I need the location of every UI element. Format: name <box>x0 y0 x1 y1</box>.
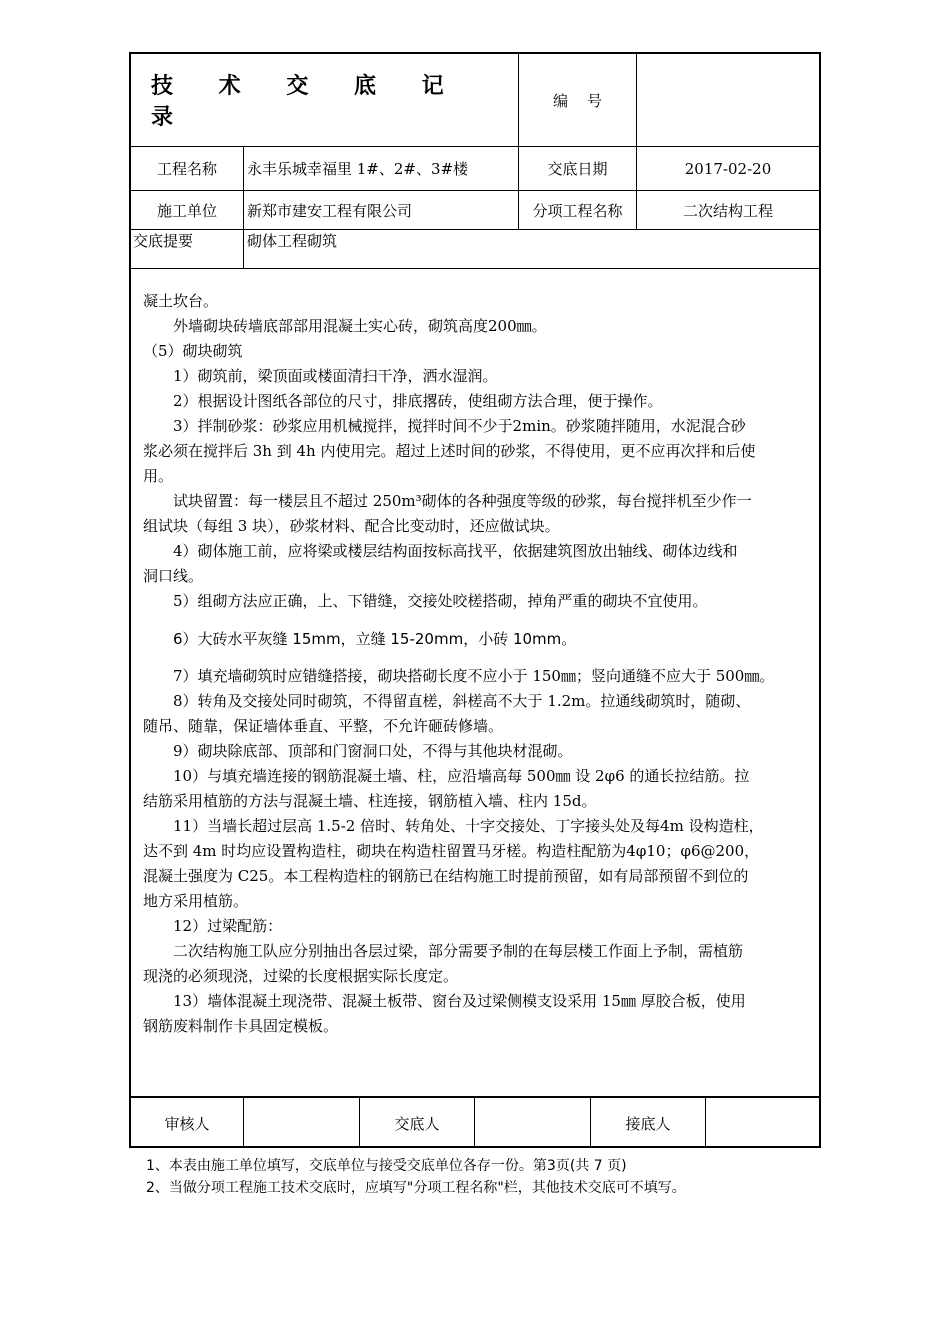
content-line: 洞口线。 <box>143 567 204 585</box>
content-line: 试块留置：每一楼层且不超过 250m³砌体的各种强度等级的砂浆，每台搅拌机至少作一 <box>173 492 752 510</box>
content-line: 随吊、随靠，保证墙体垂直、平整，不允许砸砖修墙。 <box>143 717 504 735</box>
project-name-value[interactable]: 永丰乐城幸福里 1#、2#、3#楼 <box>247 160 469 178</box>
content-line: 结筋采用植筋的方法与混凝土墙、柱连接，钢筋植入墙、柱内 15d。 <box>143 792 597 810</box>
content-line: 6）大砖水平灰缝 15mm，立缝 15-20mm，小砖 10mm。 <box>173 630 577 648</box>
content-line: 浆必须在搅拌后 3h 到 4h 内使用完。超过上述时间的砂浆，不得使用，更不应再次拌和后使 <box>143 442 756 460</box>
content-line: 4）砌体施工前，应将梁或楼层结构面按标高找平，依据建筑图放出轴线、砌体边线和 <box>173 542 738 560</box>
summary-label: 交底提要 <box>133 232 194 250</box>
content-line: 凝土坎台。 <box>143 292 219 310</box>
reviewer-field[interactable] <box>244 1098 359 1148</box>
date-value[interactable]: 2017-02-20 <box>684 159 772 178</box>
content-line: 用。 <box>143 467 174 485</box>
content-line: （5）砌块砌筑 <box>143 342 243 360</box>
unit-label: 施工单位 <box>156 201 217 220</box>
content-line: 2）根据设计图纸各部位的尺寸，排底撂砖，使组砌方法合理，便于操作。 <box>173 392 663 410</box>
content-line: 12）过梁配筋： <box>173 917 283 935</box>
content-line: 9）砌块除底部、顶部和门窗洞口处，不得与其他块材混砌。 <box>173 742 573 760</box>
number-label: 编 号 <box>552 91 603 110</box>
content-line: 11）当墙长超过层高 1.5-2 倍时、转角处、十字交接处、丁字接头处及每4m 设构造柱， <box>173 817 764 835</box>
number-field[interactable] <box>637 54 819 146</box>
content-line: 1）砌筑前，梁顶面或楼面清扫干净，洒水湿润。 <box>173 367 498 385</box>
content-line: 13）墙体混凝土现浇带、混凝土板带、窗台及过梁侧模支设采用 15㎜ 厚胶合板，使用 <box>173 992 746 1010</box>
divider <box>129 268 821 269</box>
content-line: 7）填充墙砌筑时应错缝搭接，砌块搭砌长度不应小于 150㎜；竖向通缝不应大于 500㎜。 <box>173 667 775 685</box>
receiver-label: 接底人 <box>625 1114 671 1133</box>
footnote: 1、本表由施工单位填写，交底单位与接受交底单位各存一份。第3页(共 7 页) <box>146 1158 627 1174</box>
content-line: 二次结构施工队应分别抽出各层过梁，部分需要予制的在每层楼工作面上予制，需植筋 <box>173 942 744 960</box>
divider <box>243 146 244 268</box>
content-line: 地方采用植筋。 <box>143 892 249 910</box>
discloser-field[interactable] <box>475 1098 590 1148</box>
content-line: 10）与填充墙连接的钢筋混凝土墙、柱，应沿墙高每 500㎜ 设 2φ6 的通长拉结筋。拉 <box>173 767 750 785</box>
discloser-label: 交底人 <box>394 1114 440 1133</box>
sub-project-label: 分项工程名称 <box>532 201 623 220</box>
content-line: 混凝土强度为 C25。本工程构造柱的钢筋已在结构施工时提前预留，如有局部预留不到位的 <box>143 867 749 885</box>
summary-value[interactable]: 砌体工程砌筑 <box>247 232 338 250</box>
content-line: 5）组砌方法应正确，上、下错缝，交接处咬槎搭砌，掉角严重的砌块不宜使用。 <box>173 592 708 610</box>
content-line: 钢筋废料制作卡具固定模板。 <box>143 1017 339 1035</box>
content-line: 组试块（每组 3 块），砂浆材料、配合比变动时，还应做试块。 <box>143 517 560 535</box>
receiver-field[interactable] <box>706 1098 819 1148</box>
content-line: 8）转角及交接处同时砌筑，不得留直槎，斜槎高不大于 1.2m。拉通线砌筑时，随砌、 <box>173 692 751 710</box>
footnote: 2、当做分项工程施工技术交底时，应填写"分项工程名称"栏，其他技术交底可不填写。 <box>146 1180 686 1196</box>
date-label: 交底日期 <box>547 160 608 178</box>
content-line: 外墙砌块砖墙底部部用混凝土实心砖，砌筑高度200㎜。 <box>173 317 547 335</box>
content-line: 3）拌制砂浆：砂浆应用机械搅拌，搅拌时间不少于2min。砂浆随拌随用，水泥混合砂 <box>173 417 746 435</box>
unit-value[interactable]: 新郑市建安工程有限公司 <box>247 201 413 220</box>
content-line: 达不到 4m 时均应设置构造柱，砌块在构造柱留置马牙槎。构造柱配筋为4φ10；φ6@200， <box>143 842 760 860</box>
sub-project-value[interactable]: 二次结构工程 <box>682 201 773 220</box>
project-name-label: 工程名称 <box>156 160 217 178</box>
form-title: 技 术 交 底 记 录 <box>151 74 463 130</box>
reviewer-label: 审核人 <box>164 1114 210 1133</box>
content-line: 现浇的必须现浇，过梁的长度根据实际长度定。 <box>143 967 459 985</box>
